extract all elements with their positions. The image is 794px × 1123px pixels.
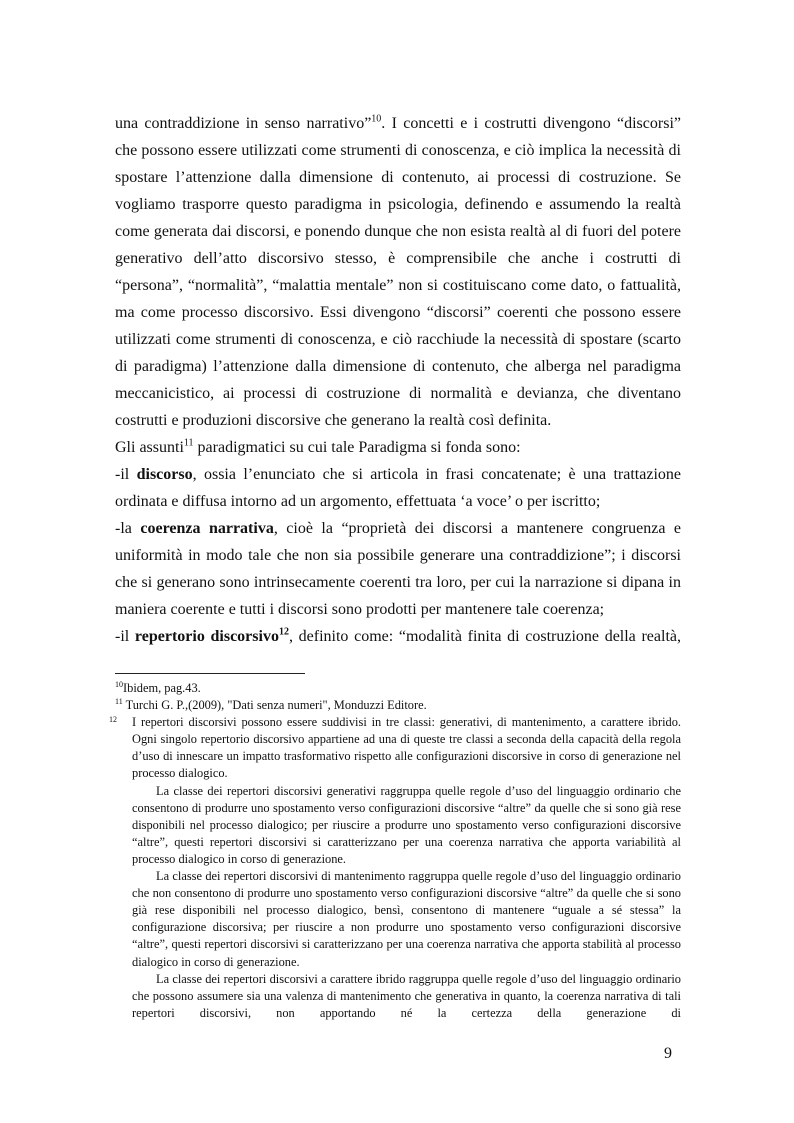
footnote-12-para-4: La classe dei repertori discorsivi a carattere ibrido raggruppa quelle regole d’uso del linguaggio ordinario che possono assumere sia una valenza di mantenimento che generativa in quanto, la coerenza narrativa di tali repertori discorsivi, non apportando né la certezza della generazione di [132,971,681,1020]
paragraph-repertorio: -il repertorio discorsivo$^{12}$, definito come: “modalità finita di costruzione della realtà, [115,626,682,645]
footnote-ref-12[interactable]: 12 [278,626,289,638]
footnote-12-para-2: La classe dei repertori discorsivi generativi raggruppa quelle regole d’uso del linguaggio ordinario che consentono di produrre uno spostamento verso configurazioni discorsive “altre” da quelle che si sono già rese disponibili nel processo dialogico; per riuscire a produrre uno spostamento verso configurazioni discorsive “altre”, questi repertori discorsivi si caratterizzano per una coerenza narrativa che apporta variabilità al processo dialogico in corso di generazione. [132,783,681,866]
footnote-12-para-3: La classe dei repertori discorsivi di mantenimento raggruppa quelle regole d’uso del linguaggio ordinario che non consentono di produrre uno spostamento verso configurazioni discorsive “altre” da quelle che si sono già rese disponibili nel processo dialogico, bensì, consentono di mantenere “uguale a sé stessa” la configurazione discorsiva; per riuscire a non produrre uno spostamento verso configurazioni discorsive “altre”, questi repertori discorsivi si caratterizzano per una coerenza narrativa che apporta stabilità al processo dialogico in corso di generazione. [132,869,681,969]
footnote-ref-11[interactable]: 11 [183,437,194,449]
paragraph-coerenza: -la coerenza narrativa, cioè la “proprietà dei discorsi a mantenere congruenza e uniformità in modo tale che non sia possibile generare una contraddizione”; i discorsi che si generano sono intrinsecamente coerenti tra loro, per cui la narrazione si dipana in maniera coerente e tutti i discorsi sono prodotti per mantenere tale coerenza; [115,520,682,618]
term-repertorio-discorsivo: repertorio discorsivo [134,628,279,645]
paragraph-1: una contraddizione in senso narrativo”$^{10}$. I concetti e i costrutti divengono “discorsi” che possono essere utilizzati come strumenti di conoscenza, e ciò implica la necessità di spostare l’attenzione dalla dimensione di contenuto, ai processi di costruzione. Se vogliamo trasporre questo paradigma in psicologia, definendo e assumendo la realtà come generata dai discorsi, e ponendo dunque che non esista realtà al di fuori del potere generativo dell’atto discorsivo stesso, è comprensibile che anche i costrutti di “persona”, “normalità”, “malattia mentale” non si costituiscano come dato, o fattualità, ma come processo discorsivo. Essi divengono “discorsi” coerenti che possono essere utilizzati come strumenti di conoscenza, e ciò racchiude la necessità di spostare (scarto di paradigma) l’attenzione dalla dimensione di contenuto, che alberga nel paradigma meccanicistico, ai processi di costruzione di normalità e devianza, che diventano costrutti e produzioni discorsive che generano la realtà così definita. [115,113,681,429]
page-number: 9 [664,1045,672,1062]
footnote-ref-10[interactable]: 10 [371,113,382,125]
paragraph-2: Gli assunti$^{11}$ paradigmatici su cui tale Paradigma si fonda sono: [115,437,521,456]
footnote-12-number: 12 [109,715,117,725]
footnote-11: $^{11}$ Turchi G. P.,(2009), "Dati senza numeri", Monduzzi Editore. [115,696,427,713]
term-coerenza-narrativa: coerenza narrativa [140,520,274,537]
footnotes [109,679,681,1022]
footnote-10: $^{10}$Ibidem, pag.43. [115,679,201,695]
term-discorso: discorso [136,466,193,483]
footnote-separator [115,673,305,674]
main-text [115,110,681,650]
footnote-12-para-1: I repertori discorsivi possono essere suddivisi in tre classi: generativi, di mantenimento, a carattere ibrido. Ogni singolo repertorio discorsivo appartiene ad una di queste tre classi a seconda della capacità della regola d’uso di innescare un impatto trasformativo rispetto alle configurazioni discorsive in corso di generazione nel processo dialogico. [132,715,681,781]
paragraph-discorso: -il discorso, ossia l’enunciato che si articola in frasi concatenate; è una trattazione ordinata e diffusa intorno ad un argomento, effettuata ‘a voce’ o per iscritto; [115,466,681,510]
footnote-12 [109,714,681,1022]
